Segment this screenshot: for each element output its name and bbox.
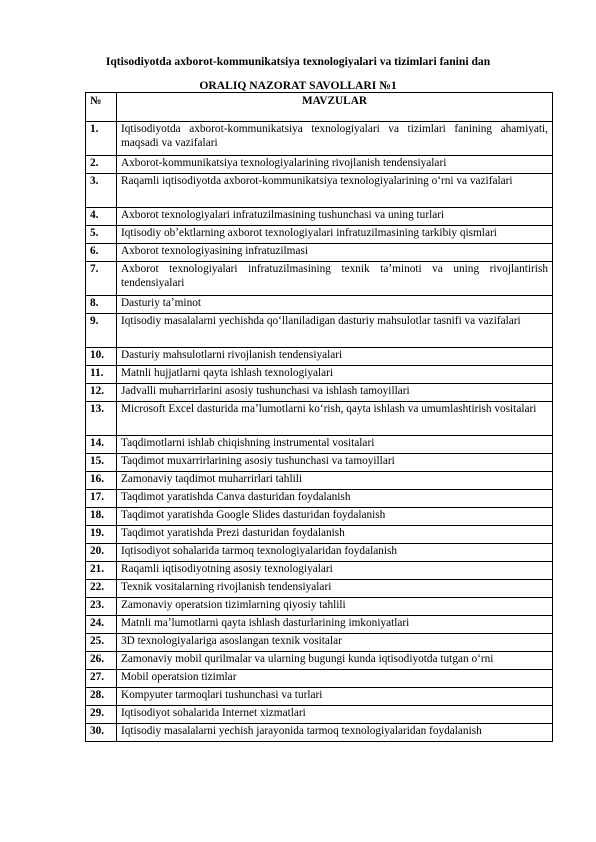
table-row (86, 670, 553, 688)
table-row (86, 366, 553, 384)
table-row (86, 634, 553, 652)
document-title: Iqtisodiyotda axborot-kommunikatsiya texnologiyalari va tizimlari fanini dan (105, 55, 491, 68)
row-topic: Taqdimot muxarrirlarining asosiy tushunchasi va tamoyillari (117, 454, 553, 472)
row-topic: Raqamli iqtisodiyotda axborot-kommunikatsiya texnologiyalarining o‘rni va vazifalari (117, 174, 553, 208)
table-row (86, 174, 553, 208)
row-number: 20. (86, 544, 117, 562)
table-row (86, 208, 553, 226)
row-number: 11. (86, 366, 117, 384)
row-topic: Axborot-kommunikatsiya texnologiyalarining rivojlanish tendensiyalari (117, 156, 553, 174)
table-row (86, 580, 553, 598)
row-number: 4. (86, 208, 117, 226)
table-row (86, 454, 553, 472)
row-topic: Axborot texnologiyalari infratuzilmasining texnik taʼminoti va uning rivojlantirish tendensiyalari (117, 262, 553, 296)
table-row (86, 314, 553, 348)
row-number: 14. (86, 436, 117, 454)
table-row (86, 526, 553, 544)
questions-table (85, 92, 553, 742)
table-row (86, 296, 553, 314)
row-topic: Matnli maʼlumotlarni qayta ishlash dasturlarining imkoniyatlari (117, 616, 553, 634)
table-row (86, 262, 553, 296)
table-row (86, 244, 553, 262)
row-topic: Taqdimot yaratishda Canva dasturidan foydalanish (117, 490, 553, 508)
row-topic: Iqtisodiy masalalarni yechishda qo‘llaniladigan dasturiy mahsulotlar tasnifi va vazifalari (117, 314, 553, 348)
row-number: 28. (86, 688, 117, 706)
row-topic: Texnik vositalarning rivojlanish tendensiyalari (117, 580, 553, 598)
table-row (86, 156, 553, 174)
row-number: 18. (86, 508, 117, 526)
row-number: 24. (86, 616, 117, 634)
document-subtitle: ORALIQ NAZORAT SAVOLLARI №1 (199, 79, 397, 92)
row-topic: Matnli hujjatlarni qayta ishlash texnologiyalari (117, 366, 553, 384)
row-topic: Dasturiy taʼminot (117, 296, 553, 314)
table-row (86, 384, 553, 402)
row-topic: Jadvalli muharrirlarini asosiy tushunchasi va ishlash tamoyillari (117, 384, 553, 402)
row-topic: Axborot texnologiyasining infratuzilmasi (117, 244, 553, 262)
row-number: 21. (86, 562, 117, 580)
column-header-topics: MAVZULAR (117, 93, 553, 122)
row-topic: Zamonaviy mobil qurilmalar va ularning bugungi kunda iqtisodiyotda tutgan o‘rni (117, 652, 553, 670)
row-number: 8. (86, 296, 117, 314)
table-row (86, 598, 553, 616)
table-row (86, 436, 553, 454)
row-number: 16. (86, 472, 117, 490)
column-header-number: № (86, 93, 117, 122)
table-body (86, 122, 553, 742)
row-number: 30. (86, 724, 117, 742)
row-topic: Taqdimot yaratishda Prezi dasturidan foydalanish (117, 526, 553, 544)
table-row (86, 688, 553, 706)
table-row (86, 490, 553, 508)
row-number: 29. (86, 706, 117, 724)
row-topic: Zamonaviy taqdimot muharrirlari tahlili (117, 472, 553, 490)
row-number: 9. (86, 314, 117, 348)
row-topic: Iqtisodiyot sohalarida tarmoq texnologiyalaridan foydalanish (117, 544, 553, 562)
row-number: 10. (86, 348, 117, 366)
table-row (86, 724, 553, 742)
table-row (86, 652, 553, 670)
table-row (86, 508, 553, 526)
row-topic: Iqtisodiy masalalarni yechish jarayonida tarmoq texnologiyalaridan foydalanish (117, 724, 553, 742)
row-number: 2. (86, 156, 117, 174)
row-topic: Iqtisodiyot sohalarida Internet xizmatlari (117, 706, 553, 724)
row-topic: 3D texnologiyalariga asoslangan texnik vositalar (117, 634, 553, 652)
row-number: 7. (86, 262, 117, 296)
table-row (86, 616, 553, 634)
row-topic: Taqdimot yaratishda Google Slides dasturidan foydalanish (117, 508, 553, 526)
table-header-row (86, 93, 553, 122)
row-number: 26. (86, 652, 117, 670)
row-topic: Mobil operatsion tizimlar (117, 670, 553, 688)
row-topic: Axborot texnologiyalari infratuzilmasining tushunchasi va uning turlari (117, 208, 553, 226)
table-row (86, 122, 553, 156)
row-number: 27. (86, 670, 117, 688)
table-row (86, 348, 553, 366)
row-topic: Zamonaviy operatsion tizimlarning qiyosiy tahlili (117, 598, 553, 616)
table-row (86, 472, 553, 490)
table-row (86, 544, 553, 562)
row-number: 19. (86, 526, 117, 544)
row-topic: Iqtisodiyotda axborot-kommunikatsiya texnologiyalari va tizimlari fanining ahamiyati, maqsadi va vazifalari (117, 122, 553, 156)
table-row (86, 226, 553, 244)
row-number: 23. (86, 598, 117, 616)
row-number: 5. (86, 226, 117, 244)
row-number: 22. (86, 580, 117, 598)
row-number: 12. (86, 384, 117, 402)
row-number: 15. (86, 454, 117, 472)
row-number: 25. (86, 634, 117, 652)
row-number: 3. (86, 174, 117, 208)
table-row (86, 562, 553, 580)
row-number: 17. (86, 490, 117, 508)
row-number: 1. (86, 122, 117, 156)
table-row (86, 706, 553, 724)
table-row (86, 402, 553, 436)
row-topic: Kompyuter tarmoqlari tushunchasi va turlari (117, 688, 553, 706)
row-topic: Microsoft Excel dasturida maʼlumotlarni ko‘rish, qayta ishlash va umumlashtirish vositalari (117, 402, 553, 436)
row-topic: Raqamli iqtisodiyotning asosiy texnologiyalari (117, 562, 553, 580)
row-number: 6. (86, 244, 117, 262)
row-topic: Dasturiy mahsulotlarni rivojlanish tendensiyalari (117, 348, 553, 366)
row-topic: Taqdimotlarni ishlab chiqishning instrumental vositalari (117, 436, 553, 454)
row-topic: Iqtisodiy obʼektlarning axborot texnologiyalari infratuzilmasining tarkibiy qismlari (117, 226, 553, 244)
row-number: 13. (86, 402, 117, 436)
